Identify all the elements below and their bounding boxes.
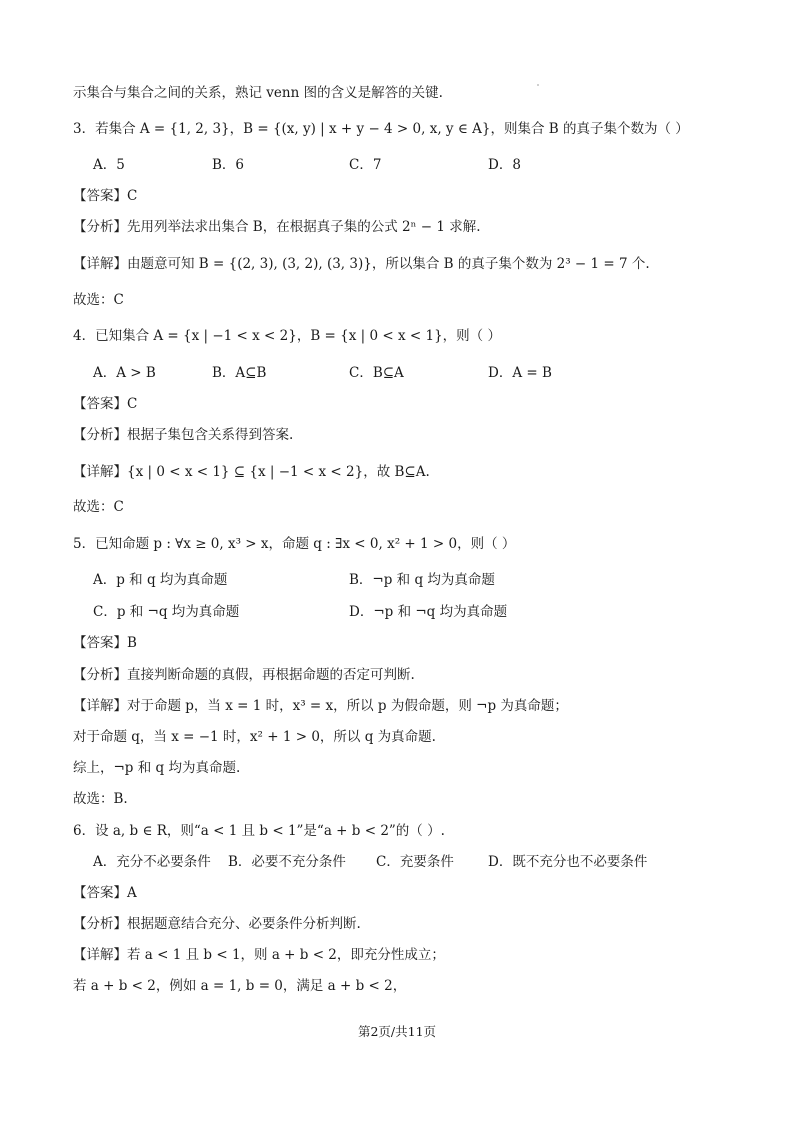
q4-option-c: C．B⊆A (349, 365, 404, 381)
q5-answer: 【答案】B (73, 635, 137, 651)
q4-option-a: A．A > B (93, 365, 156, 381)
question-3: 3．若集合 A = {1, 2, 3}，B = {(x, y) | x + y − 4 > 0, x, y ∈ A}，则集合 B 的真子集个数为（ ） (73, 121, 689, 137)
q3-option-c: C．7 (349, 157, 382, 173)
q3-analysis: 【分析】先用列举法求出集合 B，在根据真子集的公式 2ⁿ − 1 求解. (73, 219, 481, 235)
q6-detail-2: 若 a + b < 2，例如 a = 1, b = 0，满足 a + b < 2， (73, 978, 407, 994)
q3-conclusion: 故选：C (73, 292, 124, 308)
q6-detail-1: 【详解】若 a < 1 且 b < 1，则 a + b < 2，即充分性成立； (73, 947, 445, 963)
q4-conclusion: 故选：C (73, 499, 124, 515)
q5-option-d: D．¬p 和 ¬q 均为真命题 (349, 604, 508, 620)
question-4: 4．已知集合 A = {x | −1 < x < 2}，B = {x | 0 < x < 1}，则（ ） (73, 328, 501, 344)
intro-text: 示集合与集合之间的关系，熟记 venn 图的含义是解答的关键. (73, 85, 443, 101)
question-5: 5．已知命题 p : ∀x ≥ 0, x³ > x，命题 q : ∃x < 0, x² + 1 > 0，则（ ） (73, 536, 516, 552)
question-6: 6．设 a, b ∈ R，则“a < 1 且 b < 1”是“a + b < 2”的（ ）. (73, 823, 445, 839)
scan-speck (537, 84, 539, 86)
q5-option-b: B．¬p 和 q 均为真命题 (349, 572, 495, 588)
q5-detail-3: 综上，¬p 和 q 均为真命题. (73, 760, 241, 776)
q5-option-c: C．p 和 ¬q 均为真命题 (93, 604, 240, 620)
q4-option-d: D．A = B (488, 365, 552, 381)
q3-detail: 【详解】由题意可知 B = {(2, 3), (3, 2), (3, 3)}，所以集合 B 的真子集个数为 2³ − 1 = 7 个. (73, 256, 650, 272)
q6-option-b: B．必要不充分条件 (228, 854, 346, 870)
q3-answer: 【答案】C (73, 188, 138, 204)
q4-answer: 【答案】C (73, 396, 138, 412)
q5-conclusion: 故选：B. (73, 791, 128, 807)
q5-analysis: 【分析】直接判断命题的真假，再根据命题的否定可判断. (73, 667, 415, 683)
q5-detail-2: 对于命题 q，当 x = −1 时，x² + 1 > 0，所以 q 为真命题. (73, 729, 436, 745)
q6-option-a: A．充分不必要条件 (93, 854, 211, 870)
q6-answer: 【答案】A (73, 885, 137, 901)
page-footer: 第2页/共11页 (357, 1024, 437, 1039)
q6-option-d: D．既不充分也不必要条件 (488, 854, 648, 870)
q4-option-b: B．A⊆B (212, 365, 267, 381)
q4-detail: 【详解】{x | 0 < x < 1} ⊆ {x | −1 < x < 2}，故 B⊆A. (73, 464, 430, 480)
q3-option-b: B．6 (212, 157, 245, 173)
q3-option-a: A．5 (93, 157, 125, 173)
q5-option-a: A．p 和 q 均为真命题 (93, 572, 228, 588)
q5-detail-1: 【详解】对于命题 p，当 x = 1 时，x³ = x，所以 p 为假命题，则 ¬p 为真命题； (73, 698, 568, 714)
q6-analysis: 【分析】根据题意结合充分、必要条件分析判断. (73, 916, 361, 932)
q6-option-c: C．充要条件 (376, 854, 454, 870)
q3-option-d: D．8 (488, 157, 521, 173)
q4-analysis: 【分析】根据子集包含关系得到答案. (73, 427, 294, 443)
